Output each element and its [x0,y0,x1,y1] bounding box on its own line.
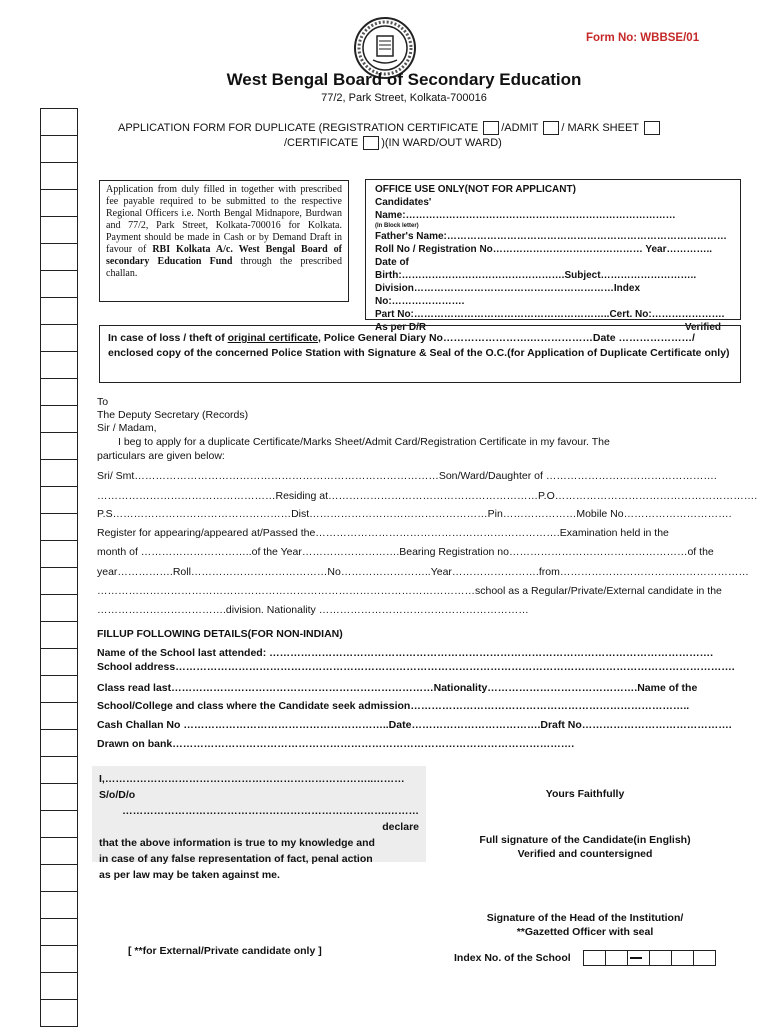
particulars-line[interactable]: Sri/ Smt……………………………………………………………………………Son/Ward/Daughter of …………………………………………. [97,470,717,482]
office-part-no: Part No:…………………………………………………..Cert. No:…………………. [375,309,725,320]
marksheet-checkbox[interactable] [644,121,660,135]
margin-box [41,837,77,864]
margin-box [41,432,77,459]
margin-box [41,297,77,324]
police-note-box [99,325,741,383]
office-use-box [365,179,741,333]
index-cell[interactable] [605,950,628,966]
office-candidate-name: Candidates' Name:……………………………………………………………………… [375,197,676,221]
particulars-line[interactable]: Register for appearing/appeared at/Passed the…………………………………………………………….Examination held in the [97,527,669,539]
title-ward-text: )(IN WARD/OUT WARD) [381,136,502,149]
particulars-line[interactable]: ………………………………………………………………………………………………school as a Regular/Private/External candidate in the [97,585,722,597]
office-verified: Verified [684,322,721,333]
title-marksheet-text: / MARK SHEET [561,121,639,134]
block-letter-note: (In Block letter) [375,223,419,229]
declaration-line: that the above information is true to my knowledge and [99,837,375,849]
non-indian-line[interactable]: Name of the School last attended: ………………………………………………………………………………………………………………. [97,647,714,659]
as-per-dr: As per D/R [375,322,427,333]
police-note-rest: Police General Diary No…………………….………………Date …………………/ enclosed copy of the concerned Police Station with Signature & Seal of the O.C.(for Application of Duplicate Certificate only) [108,332,730,359]
declaration-line: in case of any false representation of fact, penal action [99,853,373,865]
title-registration-text: APPLICATION FORM FOR DUPLICATE (REGISTRATION CERTIFICATE [118,121,479,134]
particulars-line[interactable]: P.S……………………………………………Dist……………………………………………Pin…………………Mobile No…………………………. [97,508,732,520]
margin-box [41,621,77,648]
letter-request-line1: I beg to apply for a duplicate Certificate/Marks Sheet/Admit Card/Registration Certificate in my favour. The [118,436,610,448]
office-division: Division……………………………………………………Index No:…………………. [375,283,641,307]
gazetted-officer-label: **Gazetted Officer with seal [516,926,654,938]
office-dob: Date of Birth:………………………………………….Subject……………………….. [375,257,697,281]
margin-box [41,189,77,216]
letter-addressee: The Deputy Secretary (Records) [97,409,249,421]
margin-box [41,864,77,891]
non-indian-line[interactable]: Class read last…………………………………………………………………Nationality…………………………………….Name of the [97,682,698,694]
application-title-line1 [118,121,662,135]
index-no-label: Index No. of the School [454,952,571,964]
non-indian-heading: FILLUP FOLLOWING DETAILS(FOR NON-INDIAN) [97,628,343,640]
margin-box [41,540,77,567]
margin-box [41,243,77,270]
margin-box [41,351,77,378]
instructions-text: Application from duly filled in together with prescribed fee payable required to be submitted to the respective Regional Officers i.e. North Bengal Midnapore, Burdwan and 77/2, Park Street, Kolkata-700016 for Kolkata. Payment should be made in Cash or by Demand Draft in favour of [106,184,342,255]
instructions-text-end: through the prescribed challan. [106,256,342,279]
application-title-line2 [284,136,502,150]
particulars-line[interactable]: year…………….Roll…………………………………No……………………..Year…………………….from……………………………………………… [97,566,749,578]
particulars-line[interactable]: ……………………………….division. Nationality …………………………………………………… [97,604,529,616]
margin-box [41,648,77,675]
form-number: Form No: WBBSE/01 [586,32,700,44]
board-address: 77/2, Park Street, Kolkata-700016 [321,92,487,104]
external-candidate-note: [ **for External/Private candidate only ] [128,945,322,957]
margin-box [41,135,77,162]
letter-request-line2: particulars are given below: [97,450,225,462]
declaration-line: as per law may be taken against me. [99,869,280,881]
declaration-box [92,766,426,881]
margin-box [41,702,77,729]
margin-box [41,567,77,594]
non-indian-line[interactable]: School/College and class where the Candidate seek admission…………………………………………………………………….. [97,700,690,712]
index-cell[interactable] [671,950,694,966]
office-use-heading: OFFICE USE ONLY(NOT FOR APPLICANT) [375,184,576,195]
letter-to: To [97,396,109,408]
margin-box [41,486,77,513]
particulars-line[interactable]: month of …………………………..of the Year……………………….Bearing Registration no……………………………………………of the [97,546,714,558]
left-margin-boxes [40,108,78,1027]
margin-box [41,675,77,702]
margin-box [41,405,77,432]
margin-box [41,594,77,621]
index-cell[interactable] [693,950,716,966]
registration-checkbox[interactable] [483,121,499,135]
board-title: West Bengal Board of Secondary Education [226,70,582,89]
margin-box [41,378,77,405]
margin-box [41,216,77,243]
margin-box [41,756,77,783]
title-certificate-text: /CERTIFICATE [284,136,359,149]
police-note-text: In case of loss / theft of [108,332,225,344]
margin-box [41,459,77,486]
margin-box [41,972,77,999]
margin-box [41,162,77,189]
margin-box [41,108,77,135]
margin-box [41,999,77,1026]
non-indian-line[interactable]: Drawn on bank……………………………………………………………………………………………………. [97,738,575,750]
yours-faithfully: Yours Faithfully [545,788,625,800]
title-admit-text: /ADMIT [501,121,539,134]
index-cell[interactable] [649,950,672,966]
margin-box [41,513,77,540]
office-father-name: Father's Name:………………………………………………………………………… [375,231,727,242]
margin-box [41,783,77,810]
particulars-line[interactable]: ……………………………………………Residing at……………………………………………………P.O…………………………………………………. [97,490,758,502]
index-no-cells[interactable] [584,950,716,966]
head-signature-label: Signature of the Head of the Institution/ [486,912,684,924]
office-roll-no: Roll No / Registration No……………………………………… Year………….. [375,244,713,255]
verified-countersigned: Verified and countersigned [517,848,653,860]
margin-box [41,810,77,837]
index-cell[interactable] [583,950,606,966]
margin-box [41,891,77,918]
margin-box [41,324,77,351]
non-indian-line[interactable]: Cash Challan No …………………………………………………..Date……………………………….Draft No……………………………………. [97,719,732,731]
full-signature-label: Full signature of the Candidate(in English) [479,834,691,846]
margin-box [41,270,77,297]
admit-checkbox[interactable] [543,121,559,135]
margin-box [41,729,77,756]
instructions-box [99,180,349,302]
non-indian-line[interactable]: School address……………………………………………………………………………………………………………………………………………. [97,661,735,673]
declaration-line[interactable]: ………………………………………………………………….……… declare [122,805,419,833]
index-separator-dash [630,957,642,959]
certificate-checkbox[interactable] [363,136,379,150]
declaration-line[interactable]: I,…………………………………………………………………..………S/o/D/o [99,773,405,801]
instructions-fund-name: RBI Kolkata A/c. West Bengal Board of secondary Education Fund [106,244,342,267]
margin-box [41,945,77,972]
letter-salutation: Sir / Madam, [97,422,157,434]
original-certificate-text: original certificate, [227,332,321,344]
margin-box [41,918,77,945]
